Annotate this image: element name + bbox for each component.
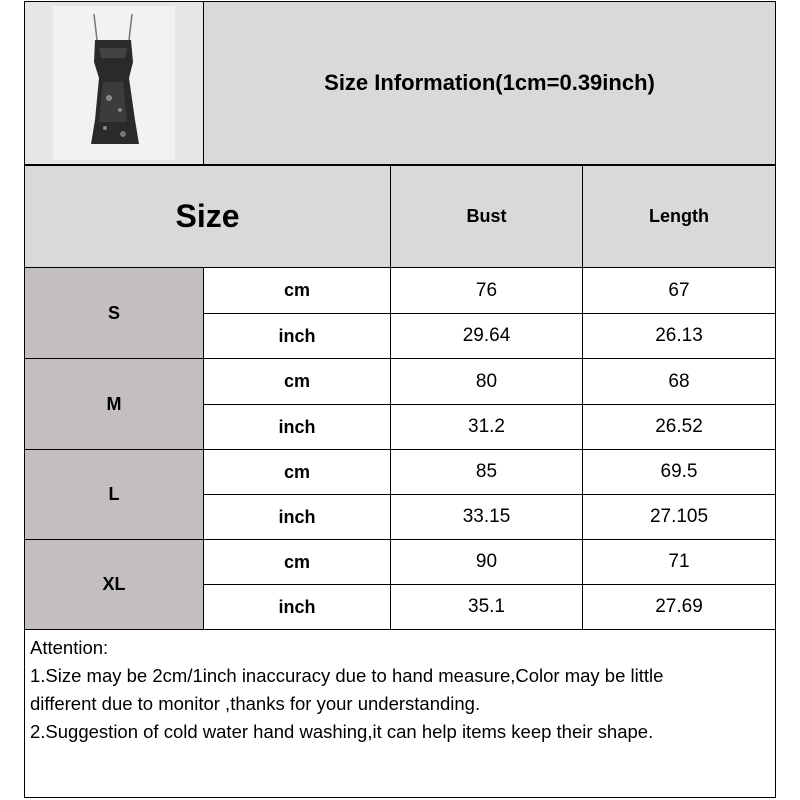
unit-inch: inch	[203, 313, 391, 359]
unit-inch: inch	[203, 584, 391, 630]
size-label-xl: XL	[24, 539, 204, 630]
length-header: Length	[582, 165, 776, 268]
bust-value: 33.15	[390, 494, 583, 540]
length-value: 27.105	[582, 494, 776, 540]
length-value: 26.13	[582, 313, 776, 359]
length-value: 26.52	[582, 404, 776, 450]
bust-value: 31.2	[390, 404, 583, 450]
bust-value: 76	[390, 267, 583, 314]
attention-notes	[24, 629, 776, 798]
length-value: 67	[582, 267, 776, 314]
bust-value: 29.64	[390, 313, 583, 359]
unit-cm: cm	[203, 267, 391, 314]
size-header: Size	[24, 165, 391, 268]
notes-heading: Attention:	[30, 637, 109, 658]
unit-cm: cm	[203, 539, 391, 585]
unit-inch: inch	[203, 404, 391, 450]
chart-title: Size Information(1cm=0.39inch)	[203, 1, 776, 165]
bust-value: 90	[390, 539, 583, 585]
unit-inch: inch	[203, 494, 391, 540]
notes-line: 1.Size may be 2cm/1inch inaccuracy due to hand measure,Color may be little	[30, 665, 664, 686]
unit-cm: cm	[203, 449, 391, 495]
length-value: 69.5	[582, 449, 776, 495]
size-label-m: M	[24, 358, 204, 450]
bust-header: Bust	[390, 165, 583, 268]
length-value: 27.69	[582, 584, 776, 630]
product-image	[24, 1, 204, 165]
bust-value: 35.1	[390, 584, 583, 630]
unit-cm: cm	[203, 358, 391, 405]
bust-value: 80	[390, 358, 583, 405]
dress-icon	[25, 2, 203, 164]
size-label-l: L	[24, 449, 204, 540]
notes-line: 2.Suggestion of cold water hand washing,it can help items keep their shape.	[30, 721, 654, 742]
notes-line: different due to monitor ,thanks for your understanding.	[30, 693, 481, 714]
size-label-s: S	[24, 267, 204, 359]
bust-value: 85	[390, 449, 583, 495]
length-value: 71	[582, 539, 776, 585]
length-value: 68	[582, 358, 776, 405]
